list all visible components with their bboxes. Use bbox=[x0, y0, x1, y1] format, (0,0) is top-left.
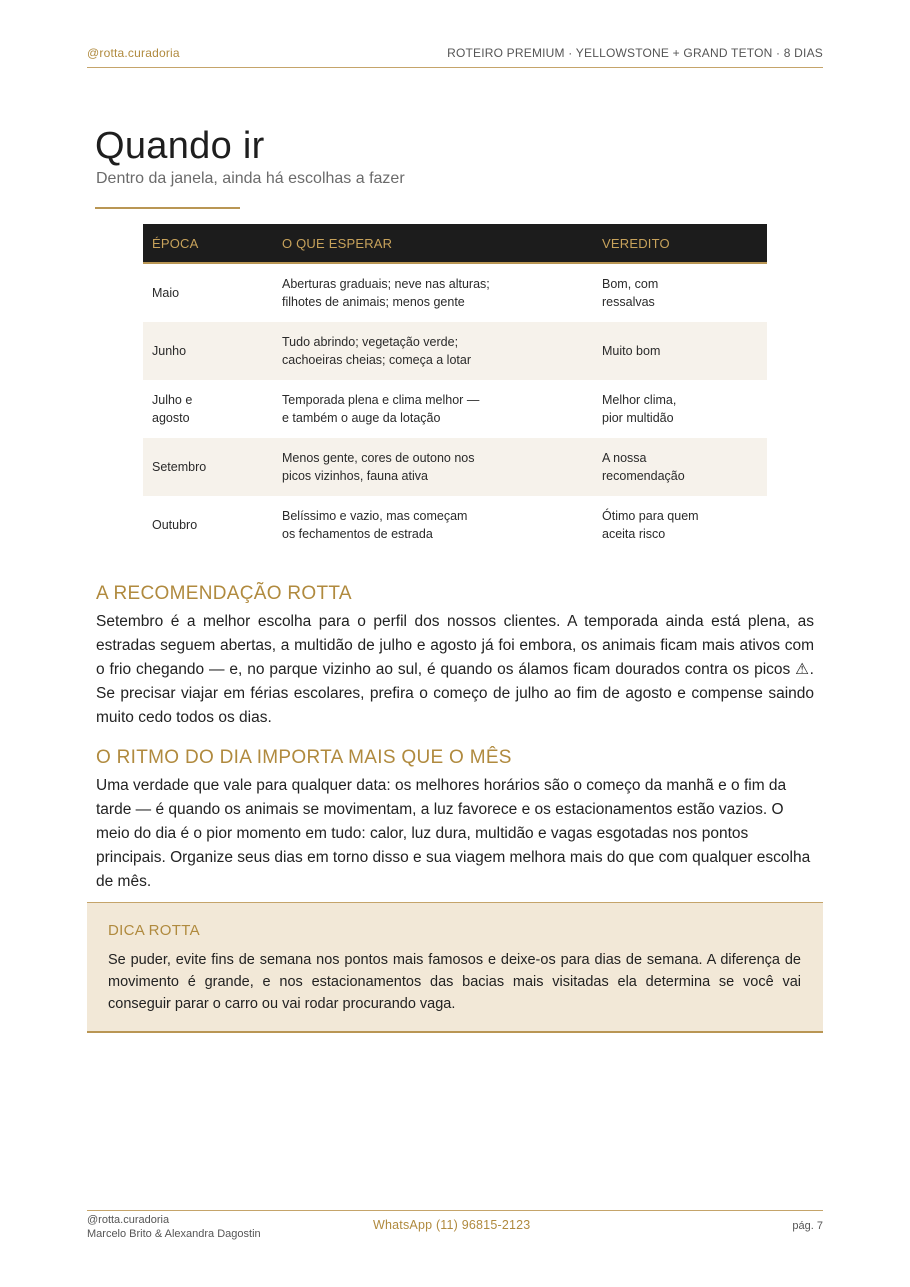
cell-line: agosto bbox=[152, 411, 190, 425]
cell-line: filhotes de animais; menos gente bbox=[282, 295, 465, 309]
rhythm-body: Uma verdade que vale para qualquer data: os melhores horários são o começo da manhã e o fim da tarde — é quando os animais se movimentam, a luz favorece e os estacionamentos estão vazios. O meio do dia é o pior momento em tudo: calor, luz dura, multidão e vagas esgotadas nos pontos principais. Organize seus dias em torno disso e sua viagem melhora mais do que com qualquer escolha de mês. bbox=[96, 777, 811, 890]
season-table bbox=[143, 224, 767, 554]
cell-line: Bom, com bbox=[602, 277, 659, 291]
cell-line: Muito bom bbox=[602, 344, 661, 358]
recommendation-heading: A RECOMENDAÇÃO ROTTA bbox=[96, 583, 352, 604]
cell-epoca bbox=[143, 263, 273, 322]
table-header-row bbox=[143, 224, 767, 263]
cell-line: Ótimo para quem bbox=[602, 509, 699, 523]
cell-line: aceita risco bbox=[602, 527, 666, 541]
rhythm-heading: O RITMO DO DIA IMPORTA MAIS QUE O MÊS bbox=[96, 747, 512, 768]
cell-o-que-esperar bbox=[273, 322, 593, 380]
cell-o-que-esperar bbox=[273, 263, 593, 322]
header-document-title: ROTEIRO PREMIUM · YELLOWSTONE + GRAND TETON · 8 DIAS bbox=[447, 46, 823, 60]
footer-page-number: pág. 7 bbox=[792, 1220, 823, 1232]
tip-box bbox=[87, 902, 823, 1033]
page-header bbox=[87, 46, 823, 68]
footer-handle: @rotta.curadoria bbox=[87, 1214, 170, 1226]
cell-line: Setembro bbox=[152, 460, 207, 474]
header-epoca: ÉPOCA bbox=[143, 224, 273, 263]
cell-line: Junho bbox=[152, 344, 187, 358]
cell-line: Melhor clima, bbox=[602, 393, 677, 407]
cell-epoca bbox=[143, 496, 273, 554]
title-divider bbox=[95, 207, 240, 209]
recommendation-body: Setembro é a melhor escolha para o perfil dos nossos clientes. A temporada ainda está plena, as estradas seguem abertas, a multidão de julho e agosto já foi embora, os animais ficam mais ativos com o frio chegando — e, no parque vizinho ao sul, é quando os álamos ficam dourados contra os picos ⚠. Se precisar viajar em férias escolares, prefira o começo de julho ao fim de agosto e compense saindo muito cedo todos os dias. bbox=[96, 613, 814, 726]
cell-veredito bbox=[593, 496, 767, 554]
cell-epoca bbox=[143, 322, 273, 380]
cell-line: Menos gente, cores de outono nos bbox=[282, 451, 475, 465]
cell-line: Belíssimo e vazio, mas começam bbox=[282, 509, 468, 523]
cell-line: cachoeiras cheias; começa a lotar bbox=[282, 353, 471, 367]
header-veredito: VEREDITO bbox=[593, 224, 767, 263]
header-brand: @rotta.curadoria bbox=[87, 46, 180, 60]
cell-line: e também o auge da lotação bbox=[282, 411, 441, 425]
cell-line: Tudo abrindo; vegetação verde; bbox=[282, 335, 459, 349]
page-title: Quando ir bbox=[95, 125, 265, 167]
cell-epoca bbox=[143, 438, 273, 496]
cell-line: ressalvas bbox=[602, 295, 655, 309]
cell-line: A nossa bbox=[602, 451, 647, 465]
page-subtitle: Dentro da janela, ainda há escolhas a fazer bbox=[96, 170, 405, 187]
cell-epoca bbox=[143, 380, 273, 438]
table-row bbox=[143, 322, 767, 380]
footer-authors: Marcelo Brito & Alexandra Dagostin bbox=[87, 1228, 261, 1240]
cell-veredito bbox=[593, 263, 767, 322]
cell-veredito bbox=[593, 438, 767, 496]
cell-o-que-esperar bbox=[273, 438, 593, 496]
cell-line: Julho e bbox=[152, 393, 193, 407]
table-row bbox=[143, 438, 767, 496]
cell-line: os fechamentos de estrada bbox=[282, 527, 433, 541]
cell-line: Maio bbox=[152, 286, 180, 300]
cell-veredito bbox=[593, 380, 767, 438]
cell-line: pior multidão bbox=[602, 411, 674, 425]
tip-body: Se puder, evite fins de semana nos pontos mais famosos e deixe-os para dias de semana. A diferença de movimento é grande, e nos estacionamentos das bacias mais visitadas ela determina se você vai conseguir parar o carro ou vai rodar procurando vaga. bbox=[108, 952, 801, 1012]
cell-line: Outubro bbox=[152, 518, 198, 532]
cell-veredito bbox=[593, 322, 767, 380]
tip-title: DICA ROTTA bbox=[108, 922, 200, 939]
cell-line: recomendação bbox=[602, 469, 685, 483]
table-row bbox=[143, 263, 767, 322]
cell-line: Aberturas graduais; neve nas alturas; bbox=[282, 277, 490, 291]
table-row bbox=[143, 380, 767, 438]
cell-o-que-esperar bbox=[273, 496, 593, 554]
cell-line: Temporada plena e clima melhor — bbox=[282, 393, 480, 407]
header-o-que-esperar: O QUE ESPERAR bbox=[273, 224, 593, 263]
cell-line: picos vizinhos, fauna ativa bbox=[282, 469, 428, 483]
page-footer bbox=[87, 1210, 823, 1251]
footer-whatsapp-link[interactable]: WhatsApp (11) 96815-2123 bbox=[373, 1218, 531, 1232]
cell-o-que-esperar bbox=[273, 380, 593, 438]
table-row bbox=[143, 496, 767, 554]
